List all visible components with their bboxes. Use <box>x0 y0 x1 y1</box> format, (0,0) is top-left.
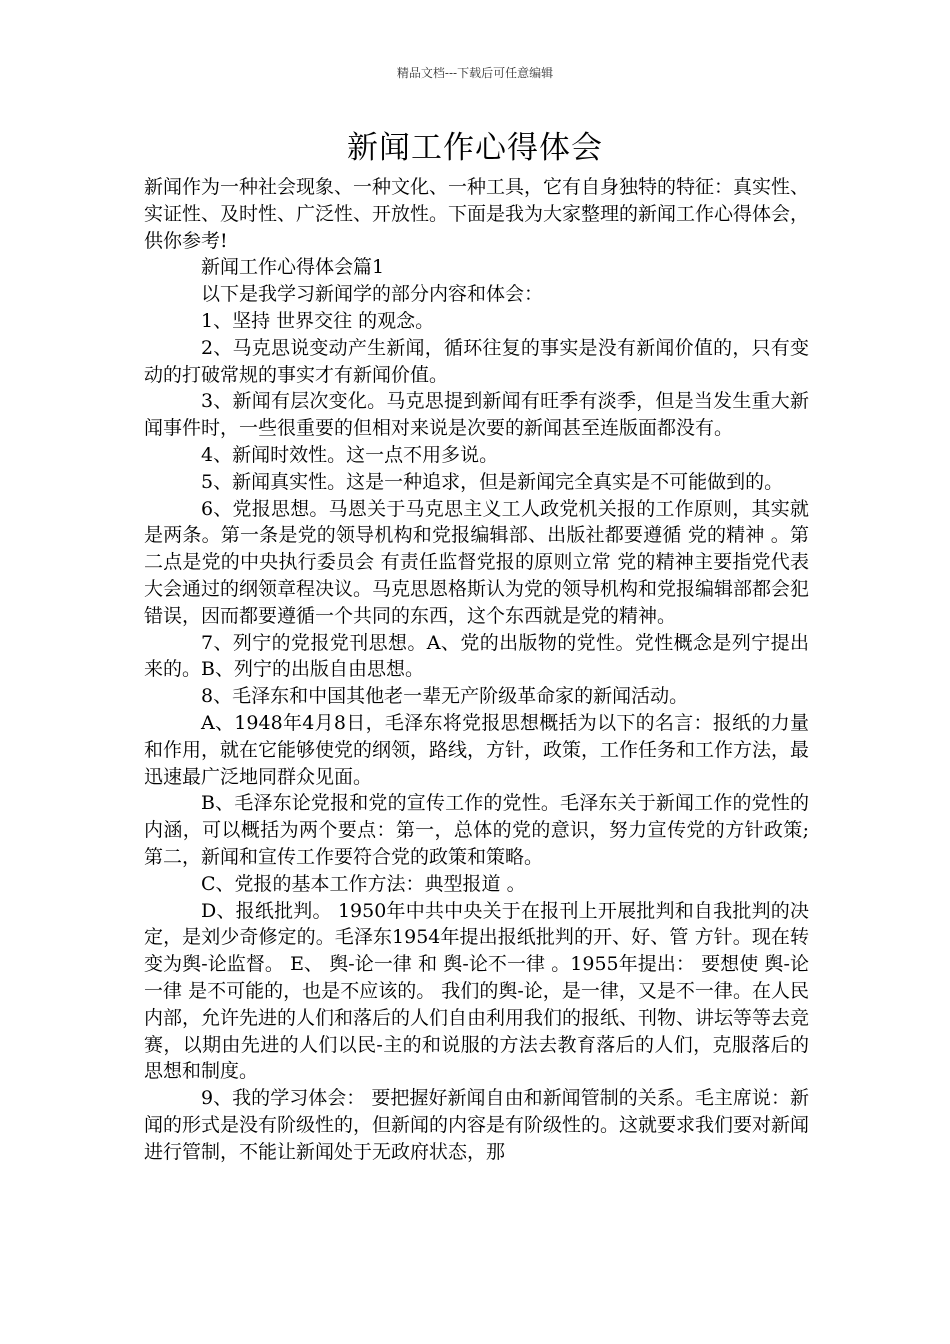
section-heading: 新闻工作心得体会篇1 <box>201 256 385 279</box>
sub-list-item: C、党报的基本工作方法：典型报道 。 <box>201 872 526 895</box>
list-item: 5、新闻真实性。这是一种追求，但是新闻完全真实是不可能做到的。 <box>201 470 784 493</box>
document-title: 新闻工作心得体会 <box>347 130 603 166</box>
list-item: 1、坚持 世界交往 的观念。 <box>201 309 435 332</box>
list-item: 4、新闻时效性。这一点不用多说。 <box>201 443 499 466</box>
list-item: 2、马克思说变动产生新闻，循环往复的事实是没有新闻价值的，只有变动的打破常规的事实才有新闻价值。 <box>144 336 809 386</box>
document-body <box>144 174 809 1165</box>
list-item: 3、新闻有层次变化。马克思提到新闻有旺季有淡季，但是当发生重大新闻事件时，一些很重要的但相对来说是次要的新闻甚至连版面都没有。 <box>144 390 809 440</box>
body-paragraph: 新闻作为一种社会现象、一种文化、一种工具，它有自身独特的特征：真实性、实证性、及时性、广泛性、开放性。下面是我为大家整理的新闻工作心得体会，供你参考! <box>144 176 810 252</box>
list-item: 8、毛泽东和中国其他老一辈无产阶级革命家的新闻活动。 <box>201 685 689 708</box>
sub-list-item: D、报纸批判。 1950年中共中央关于在报刊上开展批判和自我批判的决定，是刘少奇修定的。毛泽东1954年提出报纸批判的开、好、管 方针。现在转变为舆-论监督。 E、 舆-论一律 和 舆-论不一律 。1955年提出： 要想使 舆-论一律 是不可能的，也是不应该的。 我们的舆-论，是一律，又是不一律。在人民内部，允许先进的人们和落后的人们自由利用我们的报纸、刊物、讲坛等等去竞赛，以期由先进的人们以民-主的和说服的方法去教育落后的人们，克服落后的思想和制度。 <box>144 899 810 1083</box>
list-item: 6、党报思想。马恩关于马克思主义工人政党机关报的工作原则，其实就是两条。第一条是党的领导机构和党报编辑部、出版社都要遵循 党的精神 。第二点是党的中央执行委员会 有责任监督党报的原则立常 党的精神主要指党代表大会通过的纲领章程决议。马克思恩格斯认为党的领导机构和党报编辑部都会犯错误，因而都要遵循一个共同的东西，这个东西就是党的精神。 <box>144 497 810 627</box>
sub-list-item: B、毛泽东论党报和党的宣传工作的党性。毛泽东关于新闻工作的党性的内涵，可以概括为两个要点：第一，总体的党的意识，努力宣传党的方针政策;第二，新闻和宣传工作要符合党的政策和策略。 <box>144 792 809 868</box>
sub-list-item: A、1948年4月8日，毛泽东将党报思想概括为以下的名言：报纸的力量和作用，就在它能够使党的纲领，路线，方针，政策，工作任务和工作方法，最迅速最广泛地同群众见面。 <box>144 711 810 788</box>
list-item: 9、我的学习体会： 要把握好新闻自由和新闻管制的关系。毛主席说：新闻的形式是没有阶级性的，但新闻的内容是有阶级性的。这就要求我们要对新闻进行管制，不能让新闻处于无政府状态，那 <box>144 1087 810 1163</box>
list-item: 7、列宁的党报党刊思想。A、党的出版物的党性。党性概念是列宁提出来的。B、列宁的出版自由思想。 <box>144 631 809 681</box>
body-paragraph: 以下是我学习新闻学的部分内容和体会： <box>201 283 544 306</box>
header-note: 精品文档---下载后可任意编辑 <box>396 66 554 80</box>
